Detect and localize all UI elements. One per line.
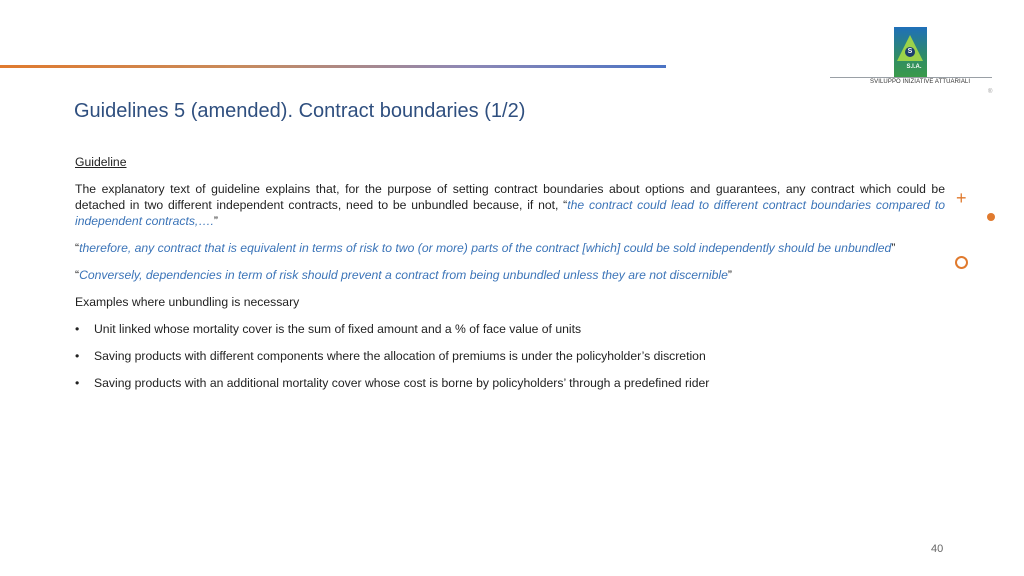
- logo-dot: S: [905, 47, 915, 57]
- paragraph-explanatory-quote: the contract could lead to different contract boundaries compared to independent contracts,….: [75, 198, 945, 228]
- paragraph-conversely-close: ”: [727, 268, 732, 282]
- slide-content: [75, 154, 945, 391]
- paragraph-therefore-open: “: [75, 241, 80, 255]
- bullet-text: Unit linked whose mortality cover is the sum of fixed amount and a % of face value of units: [94, 322, 582, 336]
- bullet-symbol: •: [75, 322, 80, 336]
- bullet-symbol: •: [75, 376, 80, 390]
- bullet-item: [75, 375, 945, 391]
- paragraph-explanatory: [75, 181, 945, 229]
- bullet-text: Saving products with an additional mortality cover whose cost is borne by policyholders’ through a predefined rider: [94, 376, 710, 390]
- sia-logo: [830, 27, 992, 97]
- logo-brand: S.I.A.: [906, 64, 922, 70]
- page-number: 40: [931, 543, 944, 555]
- paragraph-therefore-close: ”: [891, 241, 896, 255]
- bullet-symbol: •: [75, 349, 80, 363]
- paragraph-conversely-open: “: [75, 268, 80, 282]
- paragraph-conversely: [75, 267, 945, 283]
- paragraph-conversely-quote: Conversely, dependencies in term of risk should prevent a contract from being unbundled unless they are not discernible: [79, 268, 728, 282]
- examples-heading: Examples where unbundling is necessary: [75, 295, 300, 309]
- bullet-item: [75, 348, 945, 364]
- bullet-text: Saving products with different components where the allocation of premiums is under the policyholder’s discretion: [94, 349, 706, 363]
- page-title: Guidelines 5 (amended). Contract boundaries (1/2): [74, 100, 526, 122]
- header-accent-line: [0, 65, 666, 68]
- paragraph-explanatory-text: The explanatory text of guideline explains that, for the purpose of setting contract boundaries about options and guarantees, any contract which could be detached in two different independent contracts, need to be unbundled because, if not, “: [75, 182, 945, 212]
- plus-decoration: +: [956, 188, 967, 208]
- ring-decoration: [955, 256, 968, 269]
- dot-decoration: [987, 213, 995, 221]
- paragraph-therefore-quote: therefore, any contract that is equivalent in terms of risk to two (or more) parts of the contract [which] could be sold independently should be unbundled: [79, 241, 892, 255]
- logo-rule: [830, 77, 992, 78]
- paragraph-explanatory-close: ”: [213, 214, 218, 228]
- bullet-item: [75, 321, 945, 337]
- paragraph-therefore: [75, 240, 945, 256]
- guideline-heading: Guideline: [75, 155, 127, 169]
- logo-registered-mark: ®: [988, 89, 993, 95]
- logo-tagline: SVILUPPO INIZIATIVE ATTUARIALI: [870, 79, 971, 85]
